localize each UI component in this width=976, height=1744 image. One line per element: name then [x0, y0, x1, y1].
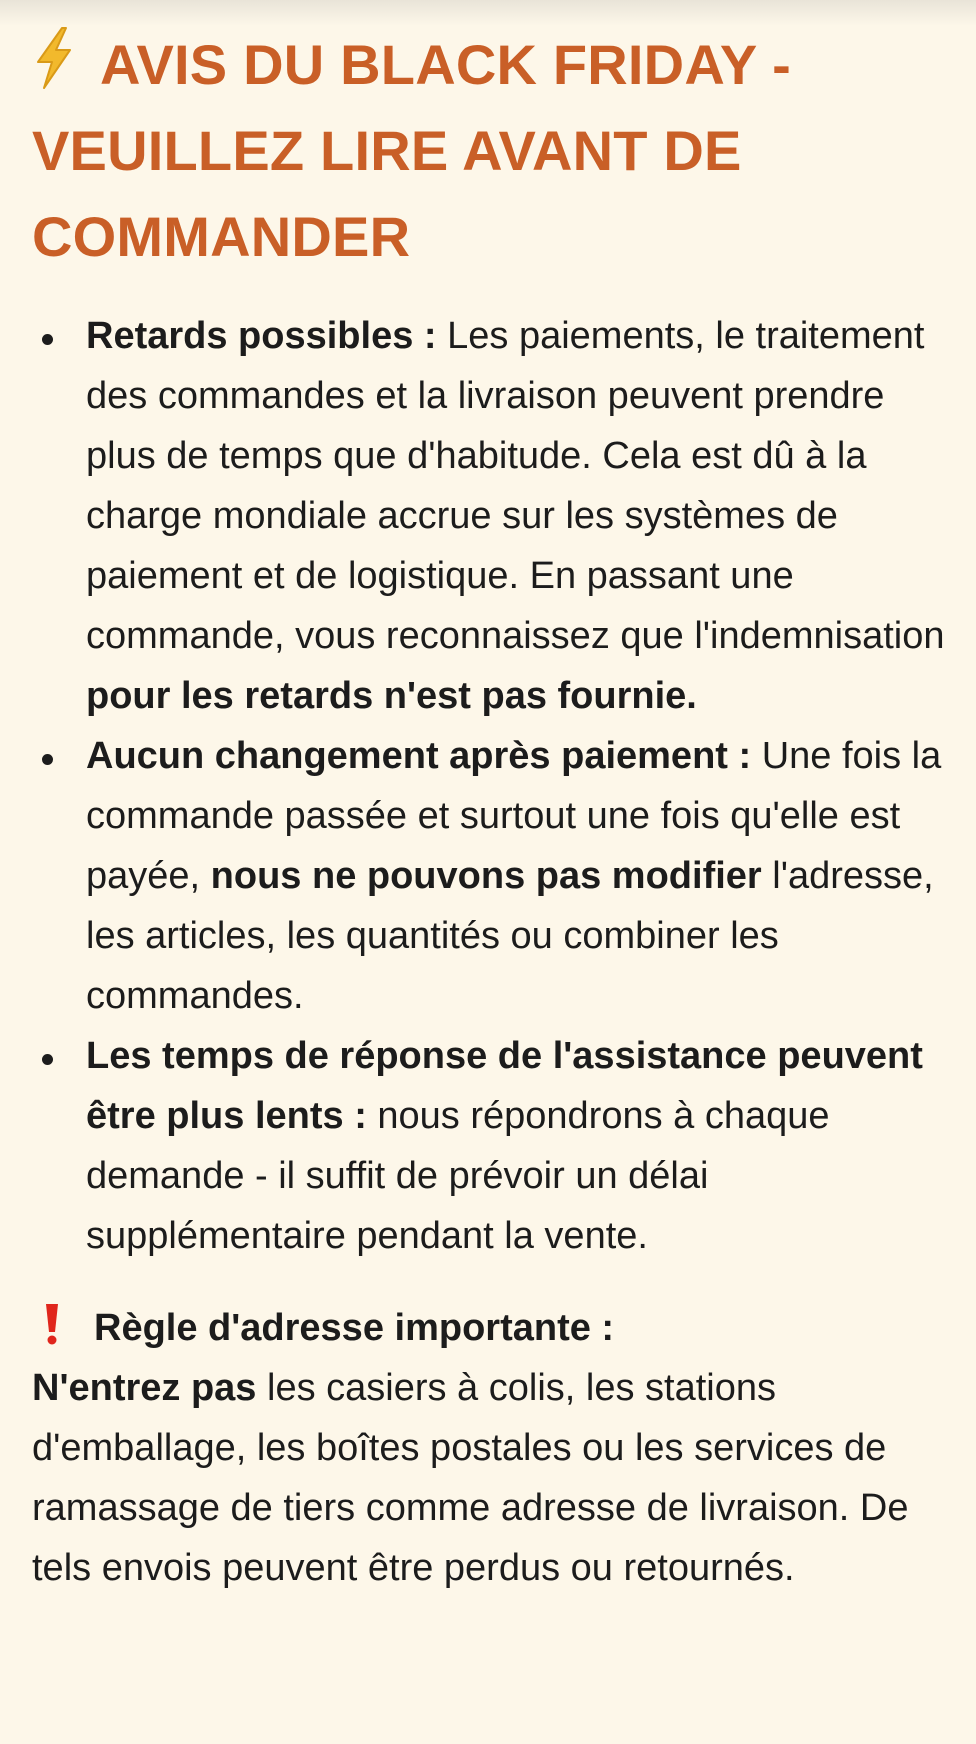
bullet-lead: Retards possibles : [86, 315, 437, 357]
notice-bullet-list [32, 306, 952, 1266]
bullet-possible-delays [32, 306, 952, 726]
address-rule-heading [32, 1298, 952, 1358]
address-rule-emphasis: N'entrez pas [32, 1367, 257, 1409]
bullet-text: Les paiements, le traitement des commandes et la livraison peuvent prendre plus de temps que d'habitude. Cela est dû à la charge mondiale accrue sur les systèmes de paiement et de logistique. En passant une commande, vous reconnaissez que l'indemnisation [86, 315, 945, 657]
bullet-text: nous répondrons à chaque demande - il suffit de prévoir un délai supplémentaire pendant la vente. [86, 1095, 830, 1257]
address-rule [32, 1298, 952, 1598]
address-rule-body [32, 1358, 952, 1598]
address-rule-text: les casiers à colis, les stations d'emballage, les boîtes postales ou les services de ramassage de tiers comme adresse de livraison. De tels envois peuvent être perdus ou retournés. [32, 1367, 909, 1589]
bullet-lead: Les temps de réponse de l'assistance peuvent être plus lents : [86, 1035, 923, 1137]
lightning-bolt-icon [32, 26, 76, 90]
black-friday-notice [32, 22, 952, 1598]
bullet-text: Une fois la commande passée et surtout une fois qu'elle est payée, [86, 735, 942, 897]
bullet-no-changes-after-payment [32, 726, 952, 1026]
bullet-support-response-times [32, 1026, 952, 1266]
notice-title-text: AVIS DU BLACK FRIDAY - VEUILLEZ LIRE AVANT DE COMMANDER [32, 33, 791, 268]
exclamation-icon [42, 1302, 62, 1346]
bullet-emphasis: nous ne pouvons pas modifier [210, 855, 762, 897]
bullet-lead: Aucun changement après paiement : [86, 735, 752, 777]
bullet-text-after: l'adresse, les articles, les quantités ou combiner les commandes. [86, 855, 934, 1017]
bullet-emphasis: pour les retards n'est pas fournie. [86, 675, 697, 717]
address-rule-heading-text: Règle d'adresse importante : [94, 1307, 615, 1349]
notice-title [32, 22, 952, 280]
